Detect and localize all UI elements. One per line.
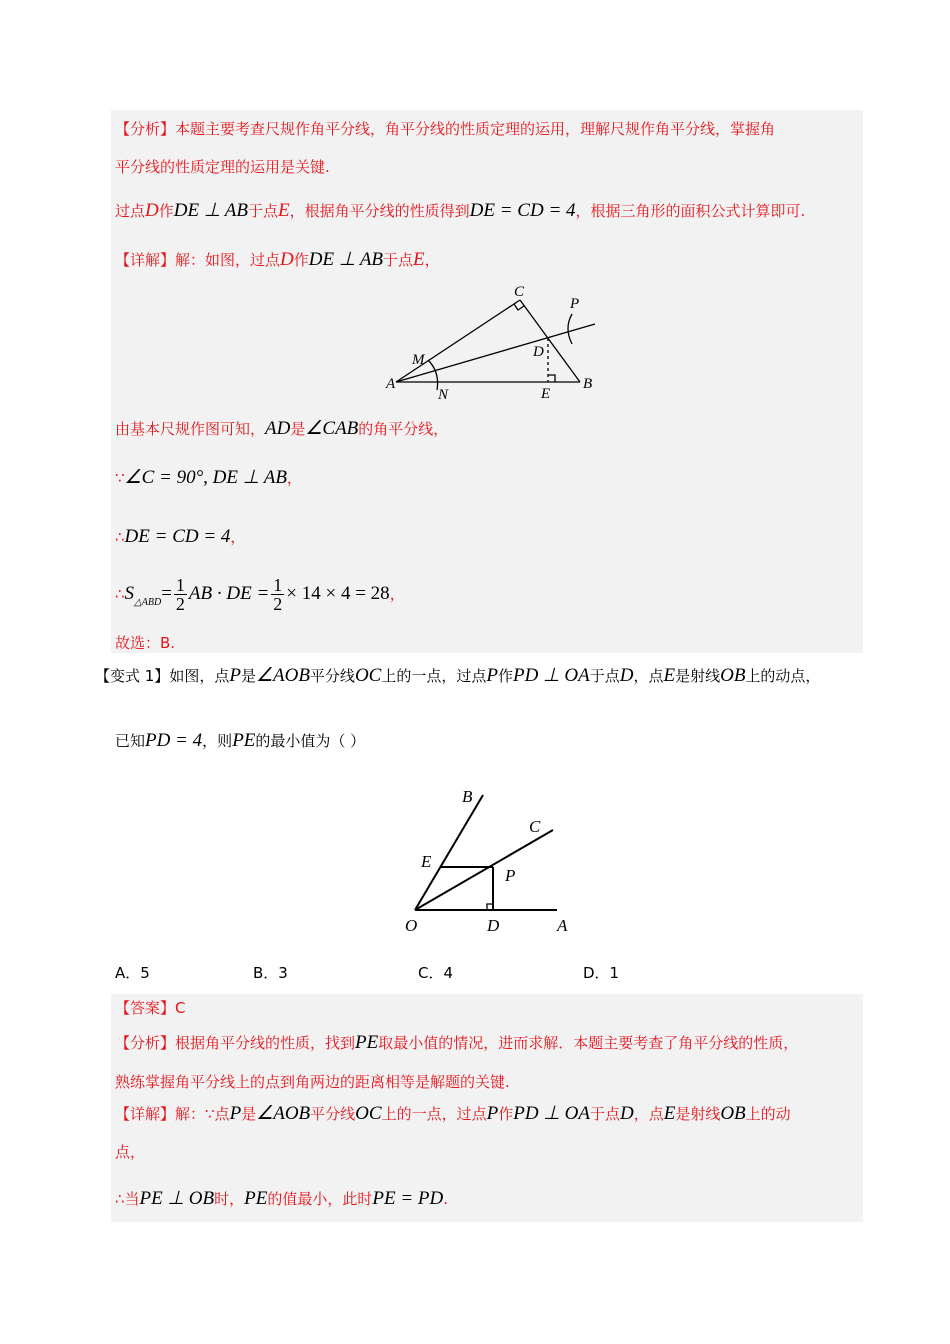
triangle-figure bbox=[380, 280, 610, 405]
label-P: P bbox=[570, 296, 580, 312]
analysis2-line-1: 【分析】根据角平分线的性质，找到PE取最小值的情况，进而求解．本题主要考查了角平分线的性质， bbox=[115, 1032, 799, 1053]
label-A: A bbox=[386, 376, 396, 392]
angle-figure bbox=[395, 785, 585, 940]
label-E: E bbox=[541, 386, 551, 402]
label-B: B bbox=[583, 376, 593, 392]
step-line-2: ∵∠C = 90°, DE ⊥ AB， bbox=[115, 467, 302, 488]
label-D: D bbox=[487, 916, 500, 935]
segment-AC bbox=[396, 300, 520, 382]
label-M: M bbox=[412, 352, 425, 368]
question-line-1: 【变式 1】如图，点P是∠AOB平分线OC上的一点，过点P作PD ⊥ OA于点D，点E是射线OB上的动点， bbox=[95, 665, 821, 686]
arc-MN bbox=[428, 360, 438, 390]
right-angle-mark-C bbox=[514, 304, 524, 310]
right-angle-mark-E bbox=[548, 375, 555, 382]
fraction-half-1: $\frac{1}{2}$ bbox=[175, 575, 185, 614]
bisector-ray bbox=[396, 324, 595, 382]
step-line-1: 由基本尺规作图可知，AD是∠CAB的角平分线， bbox=[115, 418, 449, 439]
label-N: N bbox=[438, 387, 449, 403]
label-D: D bbox=[533, 344, 544, 360]
step-line-4: $\therefore S_{\triangle ABD}=$ $\frac{1}{2}$ AB · DE = $\frac{1}{2}$ × 14 × 4 = 28， bbox=[115, 575, 405, 614]
choice-d[interactable]: D．1 bbox=[583, 964, 620, 982]
detail-line-1: 【详解】解：如图，过点D作DE ⊥ AB于点E， bbox=[115, 249, 440, 270]
choice-c[interactable]: C．4 bbox=[418, 964, 454, 982]
label-O: O bbox=[405, 916, 418, 935]
analysis2-line-2: 熟练掌握角平分线上的点到角两边的距离相等是解题的关键. bbox=[115, 1073, 510, 1091]
label-P: P bbox=[505, 866, 516, 885]
label-B: B bbox=[462, 787, 473, 806]
label-A: A bbox=[557, 916, 568, 935]
conclusion-line: ∴当PE ⊥ OB时，PE的值最小，此时PE = PD. bbox=[115, 1188, 449, 1209]
detail2-line-1: 【详解】解：∵点P是∠AOB平分线OC上的一点，过点P作PD ⊥ OA于点D，点E是射线OB上的动 bbox=[115, 1103, 791, 1124]
step-line-3: ∴DE = CD = 4， bbox=[115, 526, 246, 547]
choice-line: 故选：B. bbox=[115, 634, 176, 652]
question-line-2: 已知PD = 4，则PE的最小值为（ ） bbox=[115, 730, 366, 751]
analysis-line-2: 平分线的性质定理的运用是关键. bbox=[115, 158, 330, 176]
hint-line: 过点D作DE ⊥ AB于点E，根据角平分线的性质得到DE = CD = 4，根据三角形的面积公式计算即可. bbox=[115, 200, 806, 221]
ray-OC bbox=[415, 830, 553, 910]
choice-a[interactable]: A．5 bbox=[115, 964, 150, 982]
arc-P bbox=[568, 314, 572, 344]
fraction-half-2: $\frac{1}{2}$ bbox=[273, 575, 283, 614]
detail2-line-2: 点， bbox=[115, 1143, 146, 1161]
label-E: E bbox=[421, 852, 432, 871]
label-C: C bbox=[514, 284, 525, 300]
choice-b[interactable]: B．3 bbox=[253, 964, 288, 982]
label-C: C bbox=[529, 817, 541, 836]
analysis-line-1: 【分析】本题主要考查尺规作角平分线，角平分线的性质定理的运用，理解尺规作角平分线，掌握角 bbox=[115, 120, 776, 138]
answer-line: 【答案】C bbox=[115, 999, 186, 1017]
